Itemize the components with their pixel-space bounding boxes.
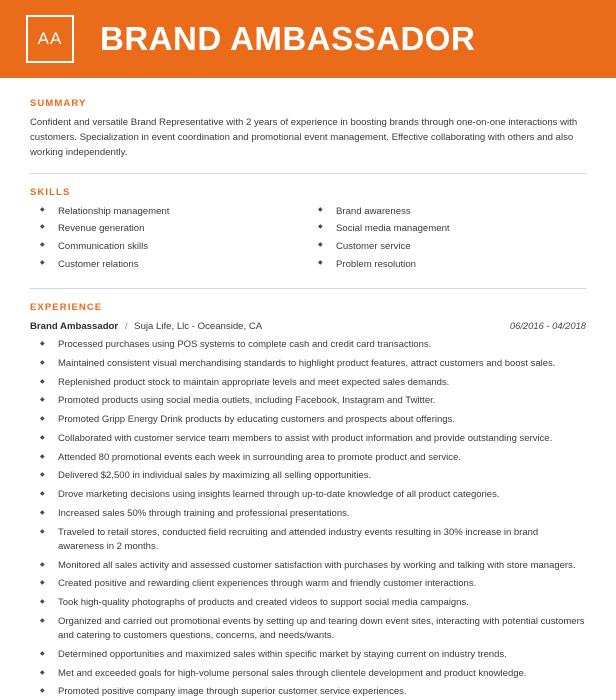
list-item: ◆ Maintained consistent visual merchandising standards to highlight product features, attract customers and boost sales. <box>30 357 586 371</box>
list-item: ◆ Customer service <box>308 240 586 254</box>
resume-body <box>0 78 616 700</box>
skills-heading: SKILLS <box>30 186 71 198</box>
list-item: ◆ Social media management <box>308 222 586 236</box>
monogram-initials: AA <box>26 15 74 63</box>
list-item: ◆ Took high-quality photographs of products and created videos to support social media campaigns. <box>30 596 586 610</box>
list-item: ◆ Relationship management <box>30 205 308 219</box>
resume-header <box>0 0 616 78</box>
list-item: ◆ Monitored all sales activity and assessed customer satisfaction with purchases by working and talking with store managers. <box>30 559 586 573</box>
experience-section <box>30 302 586 700</box>
list-item: ◆ Replenished product stock to maintain appropriate levels and meet expected sales demands. <box>30 376 586 390</box>
page-title: BRAND AMBASSADOR <box>100 20 476 57</box>
list-item: ◆ Communication skills <box>30 240 308 254</box>
list-item: ◆ Revenue generation <box>30 222 308 236</box>
list-item: ◆ Customer relations <box>30 258 308 272</box>
list-item: ◆ Drove marketing decisions using insights learned through up-to-date knowledge of all product categories. <box>30 488 586 502</box>
summary-heading: SUMMARY <box>30 98 87 109</box>
skills-list-right <box>308 205 586 273</box>
experience-entry-header <box>30 320 586 332</box>
list-item: ◆ Promoted products using social media outlets, including Facebook, Instagram and Twitter. <box>30 394 586 408</box>
job-duties-list <box>30 338 586 700</box>
job-dates: 06/2016 - 04/2018 <box>509 320 586 332</box>
list-item: ◆ Met and exceeded goals for high-volume personal sales through clientele development and product knowledge. <box>30 667 586 681</box>
skills-section <box>30 187 586 277</box>
list-item: ◆ Collaborated with customer service team members to assist with product information and provide outstanding service. <box>30 432 586 446</box>
list-item: ◆ Delivered $2,500 in individual sales by maximizing all selling opportunities. <box>30 469 586 483</box>
list-item: ◆ Promoted positive company image through superior customer service experiences. <box>30 685 586 699</box>
list-item: ◆ Created positive and rewarding client experiences through warm and friendly customer interactions. <box>30 577 586 591</box>
list-item: ◆ Determined opportunities and maximized sales within specific market by staying current on industry trends. <box>30 648 586 662</box>
experience-heading: EXPERIENCE <box>30 302 103 314</box>
skills-column-left <box>30 205 308 277</box>
job-identity <box>30 321 262 332</box>
summary-text: Confident and versatile Brand Representative with 2 years of experience in boosting brands through one-on-one interactions with customers. Specialization in event coordination and promotional event management. Effective collaborating with others and also working independently. <box>30 117 578 158</box>
list-item: ◆ Attended 80 promotional events each week in surrounding area to promote product and service. <box>30 451 586 465</box>
list-item: ◆ Problem resolution <box>308 258 586 272</box>
skills-list-left <box>30 205 308 273</box>
list-item: ◆ Organized and carried out promotional events by setting up and tearing down event sites, interacting with potential customers and catering to customers questions, concerns, and needs/wants. <box>30 615 586 644</box>
list-item: ◆ Increased sales 50% through training and professional presentations. <box>30 507 586 521</box>
divider <box>30 288 586 289</box>
job-title: Brand Ambassador <box>30 321 119 333</box>
list-item: ◆ Traveled to retail stores, conducted field recruiting and attended industry events resulting in 30% increase in brand awareness in 2 months. <box>30 526 586 555</box>
skills-columns <box>30 205 586 277</box>
job-separator: / <box>124 321 128 333</box>
job-company: Suja Life, Llc - Oceanside, CA <box>134 321 263 333</box>
divider <box>30 173 586 174</box>
list-item: ◆ Promoted Gripp Energy Drink products by educating customers and prospects about offerings. <box>30 413 586 427</box>
summary-section <box>30 98 586 161</box>
skills-column-right <box>308 205 586 277</box>
list-item: ◆ Processed purchases using POS systems to complete cash and credit card transactions. <box>30 338 586 352</box>
list-item: ◆ Brand awareness <box>308 205 586 219</box>
